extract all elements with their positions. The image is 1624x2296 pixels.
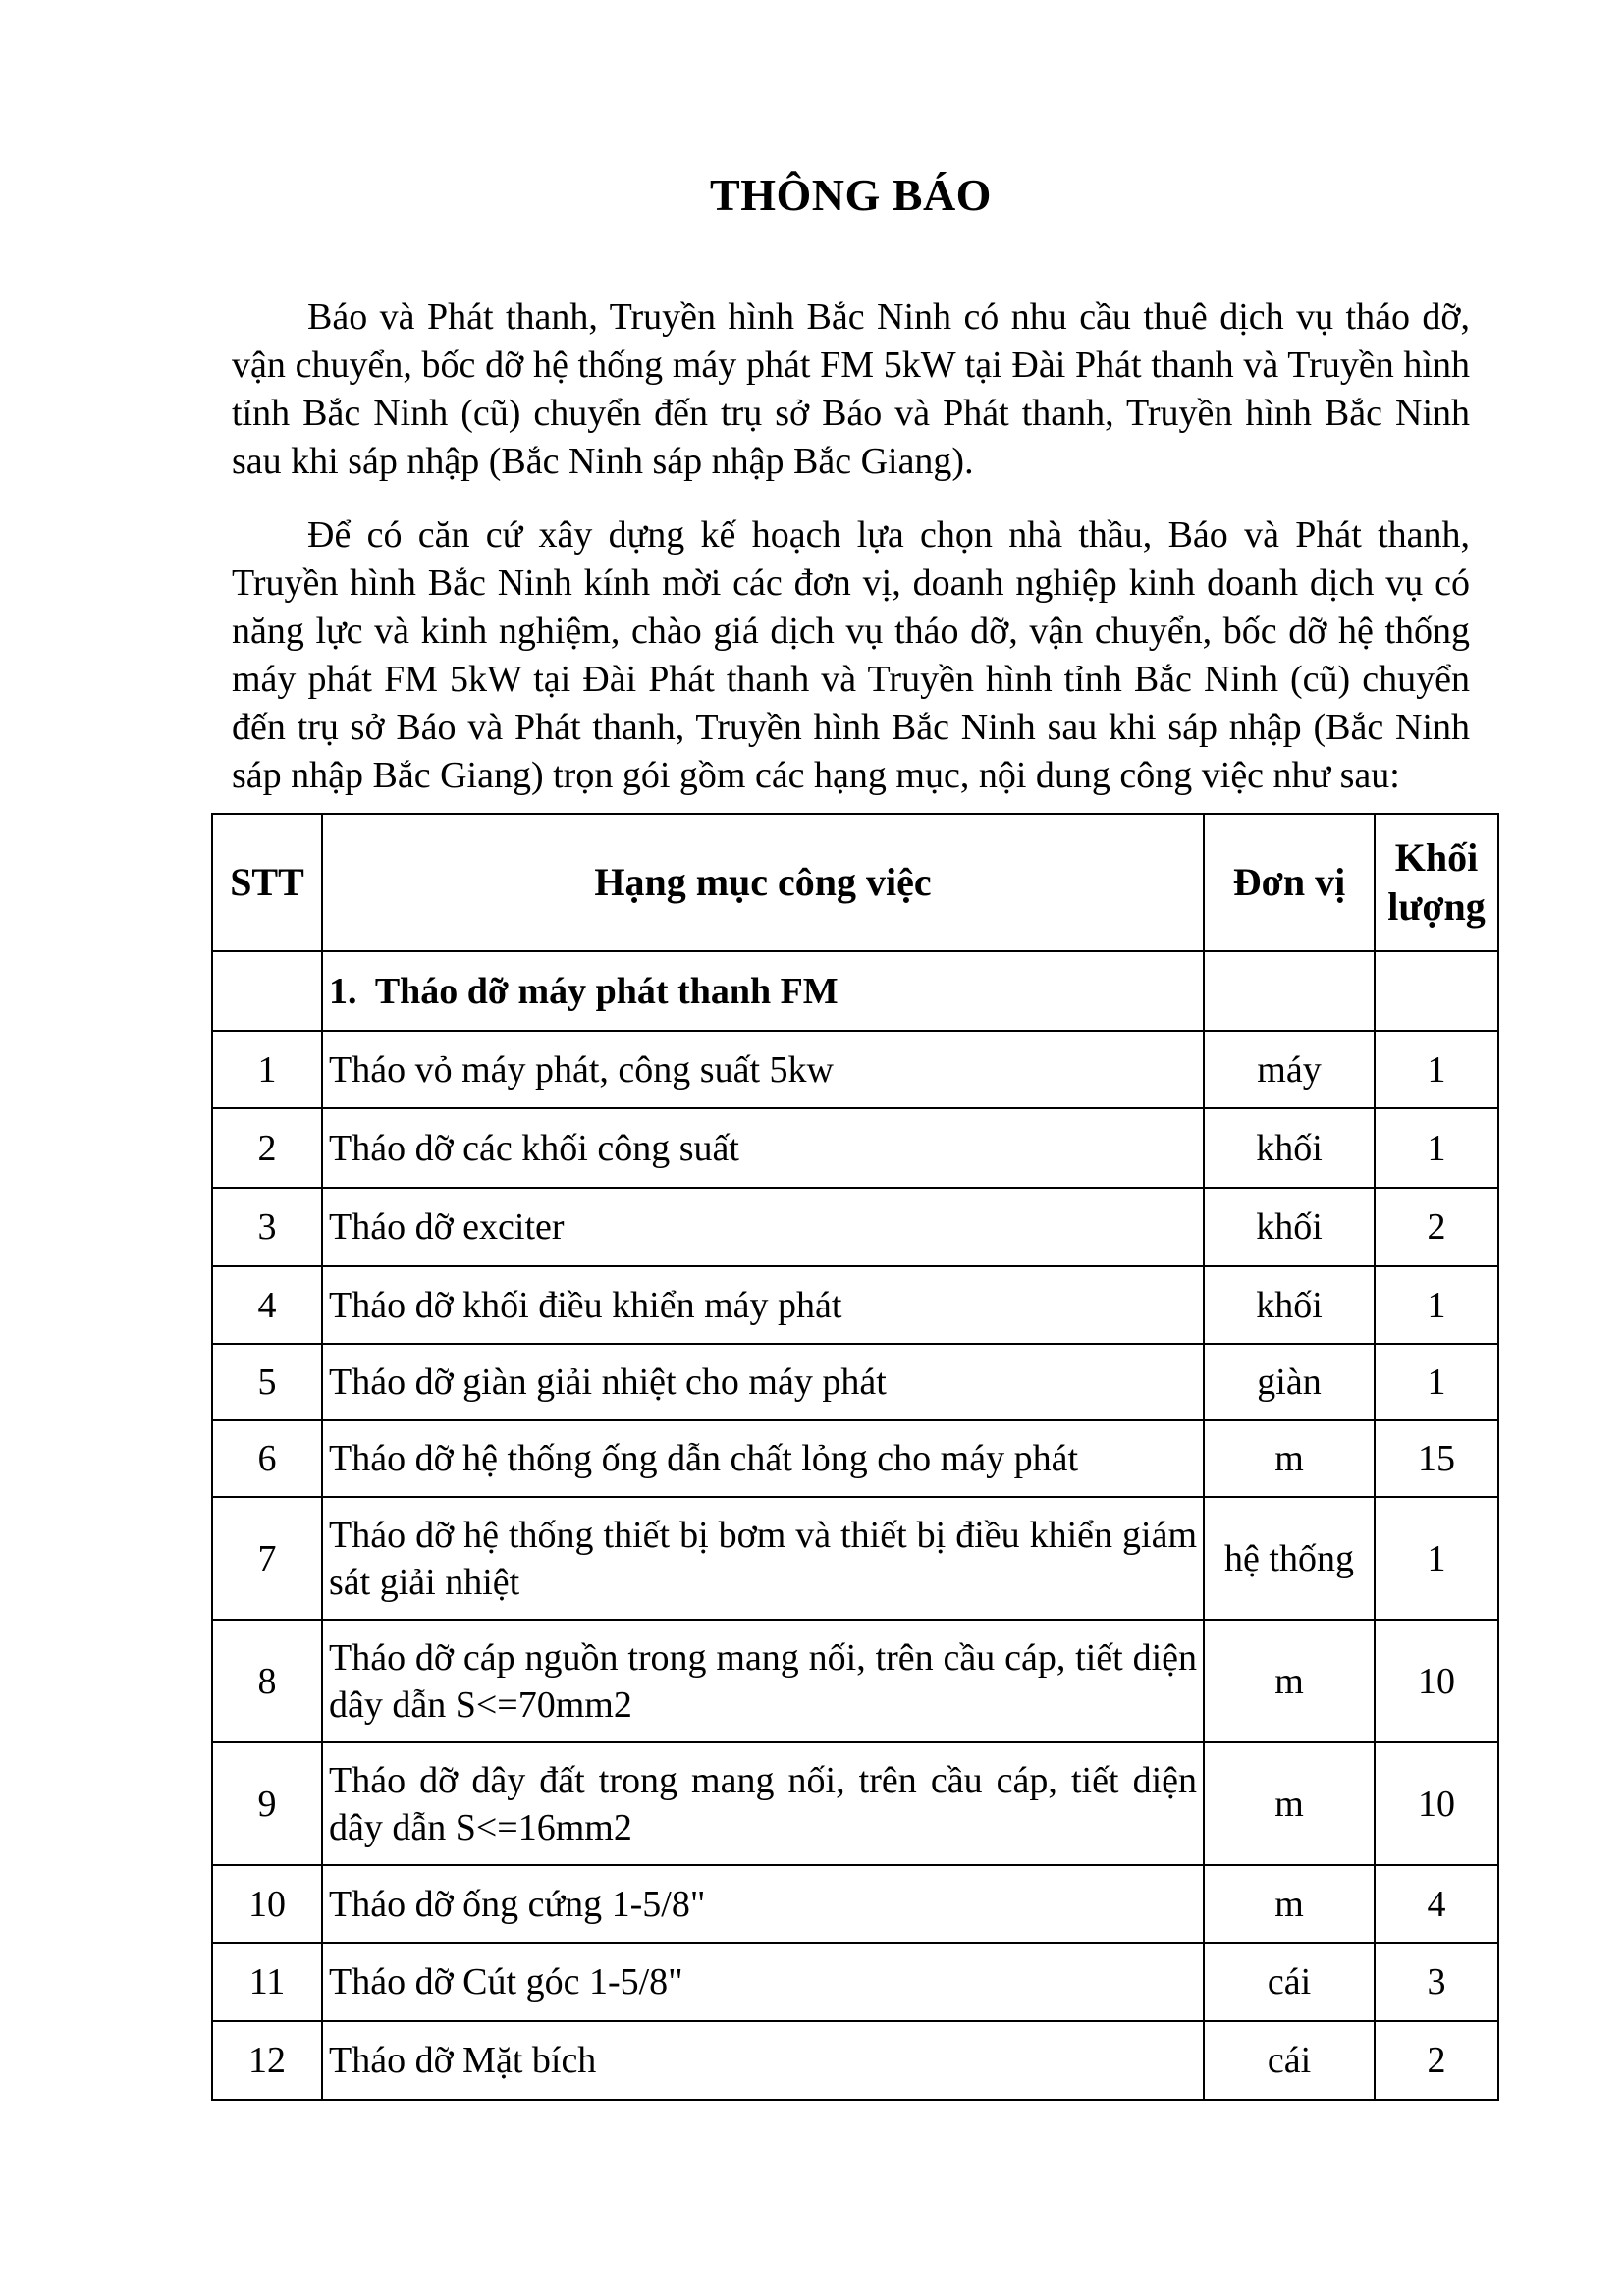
row-stt-cell: 11	[212, 1943, 322, 2021]
section-header-row	[212, 951, 1498, 1031]
row-stt-cell: 2	[212, 1108, 322, 1188]
row-unit-cell: cái	[1204, 1943, 1375, 2021]
row-stt-cell: 12	[212, 2021, 322, 2100]
table-row	[212, 1620, 1498, 1742]
row-unit-cell: cái	[1204, 2021, 1375, 2100]
row-quantity-cell: 15	[1375, 1420, 1498, 1497]
row-work-item-cell: Tháo vỏ máy phát, công suất 5kw	[322, 1031, 1204, 1108]
table-row	[212, 1344, 1498, 1420]
table-row	[212, 1188, 1498, 1266]
row-quantity-cell: 10	[1375, 1620, 1498, 1742]
row-unit-cell: khối	[1204, 1188, 1375, 1266]
row-work-item-cell: Tháo dỡ Mặt bích	[322, 2021, 1204, 2100]
row-unit-cell: khối	[1204, 1108, 1375, 1188]
row-quantity-cell: 3	[1375, 1943, 1498, 2021]
table-row	[212, 1031, 1498, 1108]
row-stt-cell: 8	[212, 1620, 322, 1742]
table-row	[212, 2021, 1498, 2100]
row-unit-cell: giàn	[1204, 1344, 1375, 1420]
row-work-item-cell: Tháo dỡ hệ thống thiết bị bơm và thiết bị điều khiển giám sát giải nhiệt	[322, 1497, 1204, 1620]
row-work-item-cell: Tháo dỡ khối điều khiển máy phát	[322, 1266, 1204, 1344]
row-work-item-cell: Tháo dỡ exciter	[322, 1188, 1204, 1266]
row-work-item-cell: Tháo dỡ các khối công suất	[322, 1108, 1204, 1188]
row-quantity-cell: 1	[1375, 1497, 1498, 1620]
section-qty-cell	[1375, 951, 1498, 1031]
row-unit-cell: m	[1204, 1420, 1375, 1497]
section-title-cell: 1. Tháo dỡ máy phát thanh FM	[322, 951, 1204, 1031]
section-stt-cell	[212, 951, 322, 1031]
row-stt-cell: 1	[212, 1031, 322, 1108]
table-row	[212, 1865, 1498, 1943]
row-unit-cell: m	[1204, 1865, 1375, 1943]
table-header-row	[212, 814, 1498, 951]
column-header-unit: Đơn vị	[1204, 814, 1375, 951]
table-row	[212, 1266, 1498, 1344]
row-quantity-cell: 1	[1375, 1031, 1498, 1108]
row-stt-cell: 9	[212, 1742, 322, 1865]
row-quantity-cell: 2	[1375, 2021, 1498, 2100]
row-work-item-cell: Tháo dỡ hệ thống ống dẫn chất lỏng cho máy phát	[322, 1420, 1204, 1497]
column-header-quantity: Khối lượng	[1375, 814, 1498, 951]
row-quantity-cell: 1	[1375, 1266, 1498, 1344]
row-unit-cell: m	[1204, 1742, 1375, 1865]
table-row	[212, 1108, 1498, 1188]
row-stt-cell: 10	[212, 1865, 322, 1943]
table-row	[212, 1420, 1498, 1497]
column-header-work-item: Hạng mục công việc	[322, 814, 1204, 951]
row-unit-cell: khối	[1204, 1266, 1375, 1344]
table-row	[212, 1943, 1498, 2021]
row-quantity-cell: 4	[1375, 1865, 1498, 1943]
column-header-stt: STT	[212, 814, 322, 951]
row-stt-cell: 5	[212, 1344, 322, 1420]
work-items-table	[211, 813, 1499, 2101]
section-unit-cell	[1204, 951, 1375, 1031]
row-quantity-cell: 1	[1375, 1344, 1498, 1420]
row-stt-cell: 4	[212, 1266, 322, 1344]
row-stt-cell: 3	[212, 1188, 322, 1266]
row-work-item-cell: Tháo dỡ ống cứng 1-5/8"	[322, 1865, 1204, 1943]
paragraph-intro: Báo và Phát thanh, Truyền hình Bắc Ninh có nhu cầu thuê dịch vụ tháo dỡ, vận chuyển, bốc dỡ hệ thống máy phát FM 5kW tại Đài Phát thanh và Truyền hình tỉnh Bắc Ninh (cũ) chuyển đến trụ sở Báo và Phát thanh, Truyền hình Bắc Ninh sau khi sáp nhập (Bắc Ninh sáp nhập Bắc Giang).	[232, 296, 1470, 482]
body-text	[232, 294, 1470, 826]
row-stt-cell: 6	[212, 1420, 322, 1497]
row-work-item-cell: Tháo dỡ dây đất trong mang nối, trên cầu cáp, tiết diện dây dẫn S<=16mm2	[322, 1742, 1204, 1865]
table-row	[212, 1742, 1498, 1865]
row-unit-cell: hệ thống	[1204, 1497, 1375, 1620]
paragraph-invitation: Để có căn cứ xây dựng kế hoạch lựa chọn nhà thầu, Báo và Phát thanh, Truyền hình Bắc Ninh kính mời các đơn vị, doanh nghiệp kinh doanh dịch vụ có năng lực và kinh nghiệm, chào giá dịch vụ tháo dỡ, vận chuyển, bốc dỡ hệ thống máy phát FM 5kW tại Đài Phát thanh và Truyền hình tỉnh Bắc Ninh (cũ) chuyển đến trụ sở Báo và Phát thanh, Truyền hình Bắc Ninh sau khi sáp nhập (Bắc Ninh sáp nhập Bắc Giang) trọn gói gồm các hạng mục, nội dung công việc như sau:	[232, 514, 1470, 796]
row-quantity-cell: 2	[1375, 1188, 1498, 1266]
row-work-item-cell: Tháo dỡ cáp nguồn trong mang nối, trên cầu cáp, tiết diện dây dẫn S<=70mm2	[322, 1620, 1204, 1742]
row-quantity-cell: 10	[1375, 1742, 1498, 1865]
row-unit-cell: m	[1204, 1620, 1375, 1742]
row-work-item-cell: Tháo dỡ giàn giải nhiệt cho máy phát	[322, 1344, 1204, 1420]
table-row	[212, 1497, 1498, 1620]
row-unit-cell: máy	[1204, 1031, 1375, 1108]
row-stt-cell: 7	[212, 1497, 322, 1620]
page-title: THÔNG BÁO	[710, 170, 992, 220]
row-work-item-cell: Tháo dỡ Cút góc 1-5/8"	[322, 1943, 1204, 2021]
row-quantity-cell: 1	[1375, 1108, 1498, 1188]
